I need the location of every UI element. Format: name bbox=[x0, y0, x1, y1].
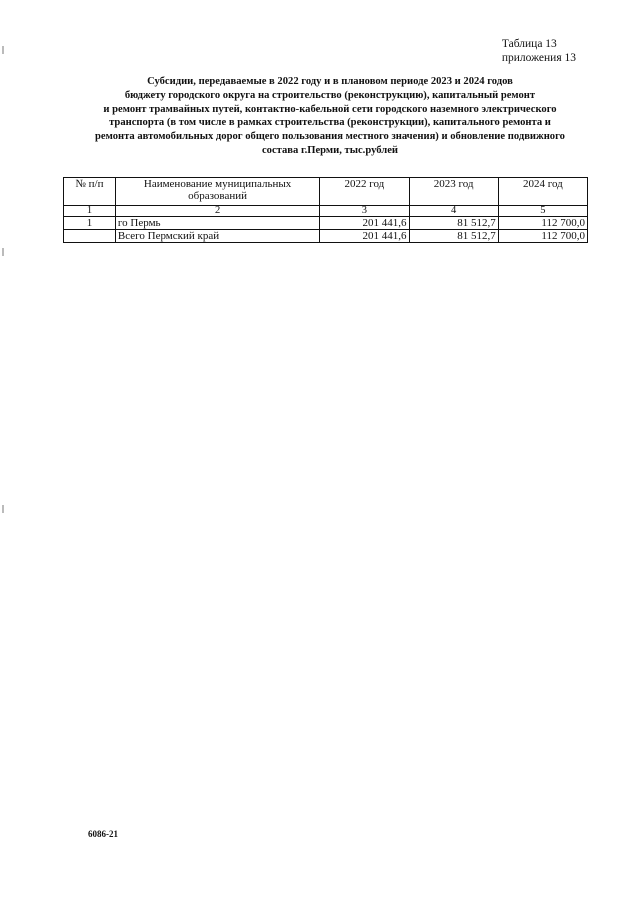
row-value-2024: 112 700,0 bbox=[498, 217, 587, 230]
table-label: Таблица 13 bbox=[501, 38, 557, 50]
scan-edge-mark bbox=[2, 505, 4, 513]
row-municipality: Всего Пермский край bbox=[115, 230, 319, 243]
header-2024: 2024 год bbox=[498, 178, 587, 206]
table-row bbox=[64, 217, 588, 230]
subsidy-table bbox=[63, 177, 588, 243]
title-line: бюджету городского округа на строительство (реконструкцию), капитальный ремонт bbox=[124, 89, 536, 101]
document-code: 6086-21 bbox=[88, 829, 118, 839]
appendix-label: приложения 13 bbox=[501, 52, 576, 64]
column-index: 3 bbox=[320, 206, 409, 217]
title-line: транспорта (в том числе в рамках строительства (реконструкции), капитального ремонта и bbox=[109, 117, 551, 129]
header-2022: 2022 год bbox=[320, 178, 409, 206]
row-municipality: го Пермь bbox=[115, 217, 319, 230]
document-title bbox=[60, 75, 600, 158]
row-value-2022: 201 441,6 bbox=[320, 217, 409, 230]
column-index: 2 bbox=[115, 206, 319, 217]
table-reference bbox=[502, 37, 576, 65]
row-value-2022: 201 441,6 bbox=[320, 230, 409, 243]
table-total-row bbox=[64, 230, 588, 243]
row-number: 1 bbox=[64, 217, 116, 230]
row-value-2023: 81 512,7 bbox=[409, 230, 498, 243]
header-2023: 2023 год bbox=[409, 178, 498, 206]
title-line: состава г.Перми, тыс.рублей bbox=[261, 144, 399, 156]
scan-edge-mark bbox=[2, 248, 4, 256]
row-value-2023: 81 512,7 bbox=[409, 217, 498, 230]
column-index: 1 bbox=[64, 206, 116, 217]
column-index: 5 bbox=[498, 206, 587, 217]
column-index: 4 bbox=[409, 206, 498, 217]
title-line: ремонта автомобильных дорог общего пользования местного значения) и обновление подвижного bbox=[95, 131, 565, 143]
title-line: Субсидии, передаваемые в 2022 году и в плановом периоде 2023 и 2024 годов bbox=[147, 76, 513, 87]
row-value-2024: 112 700,0 bbox=[498, 230, 587, 243]
title-line: и ремонт трамвайных путей, контактно-кабельной сети городского наземного электрического bbox=[103, 103, 557, 115]
table-header-row bbox=[64, 178, 588, 206]
header-municipality: Наименование муниципальных образований bbox=[115, 178, 319, 206]
scan-edge-mark bbox=[2, 46, 4, 54]
header-number: № п/п bbox=[64, 178, 116, 206]
column-index-row bbox=[64, 206, 588, 217]
row-number bbox=[64, 230, 116, 243]
